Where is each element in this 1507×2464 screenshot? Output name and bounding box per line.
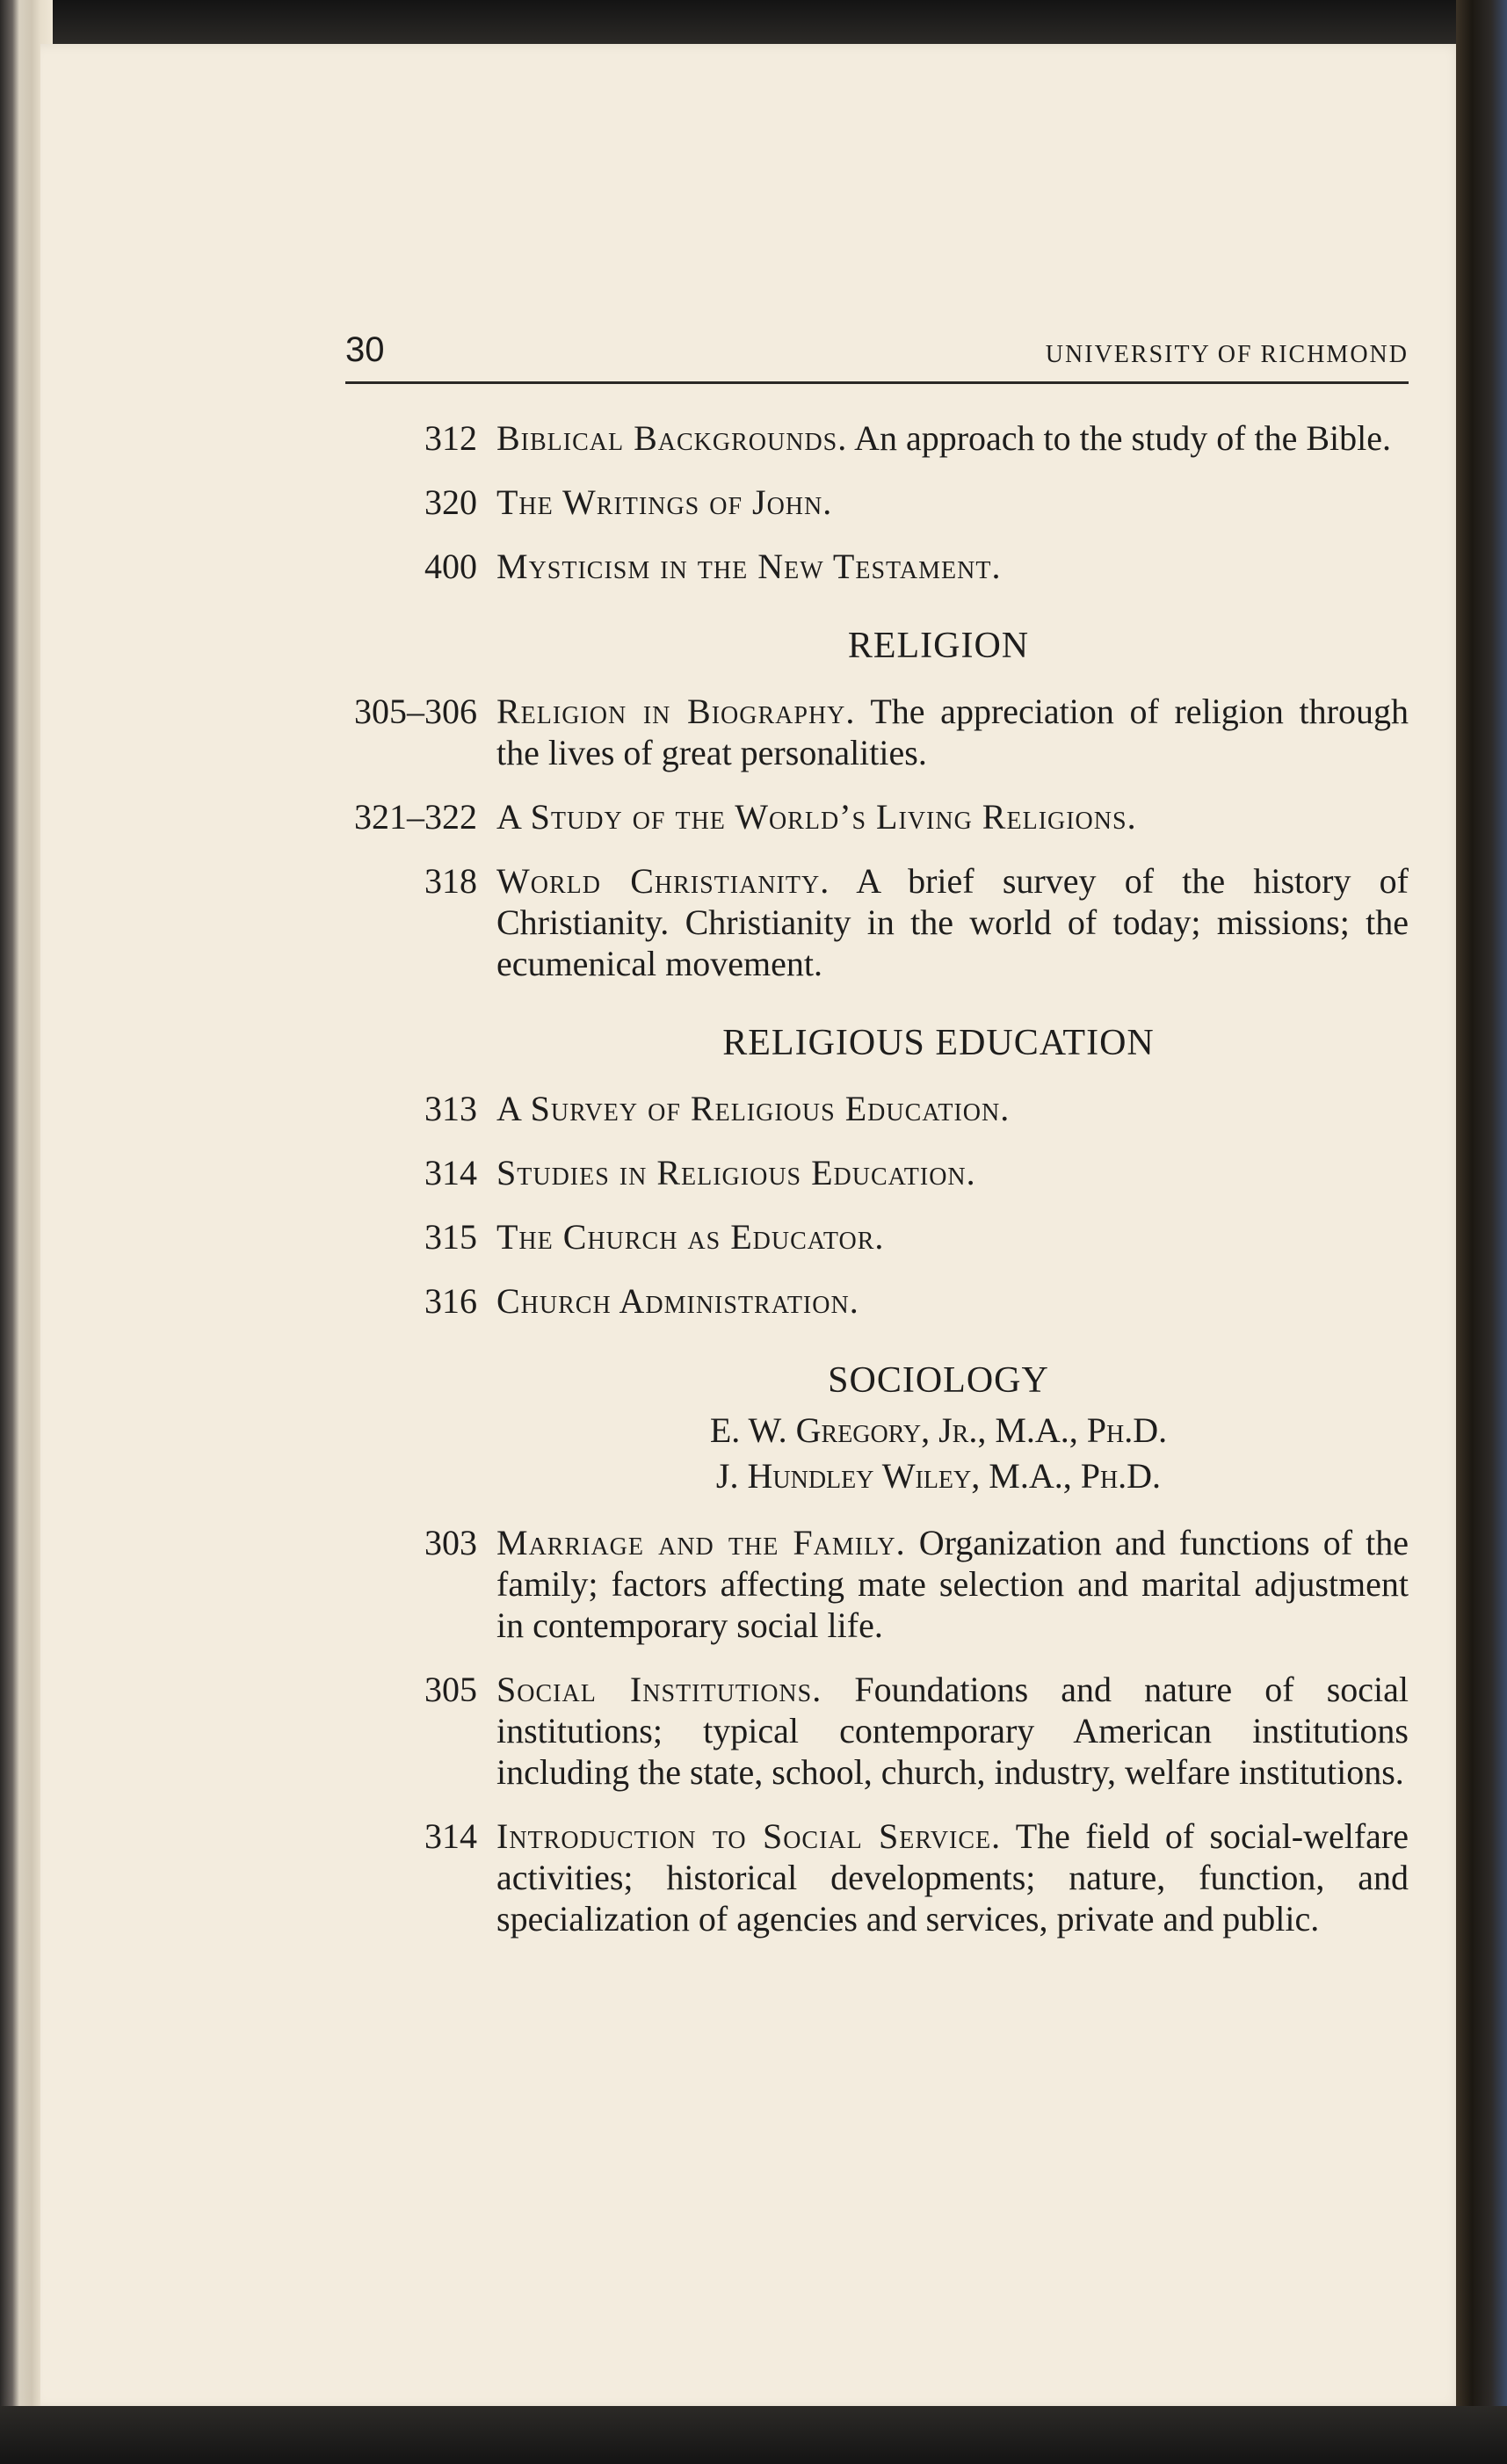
course-number: 321–322 [354,797,477,837]
course-number: 305 [424,1670,477,1709]
course-description: The field of social-welfare activities; historical developments; nature, function, and specialization of agencies and services, private and public. [496,1816,1409,1939]
course-entry [345,546,1409,587]
course-title: A Survey of Religious Education. [496,1089,1011,1128]
course-number: 313 [424,1089,477,1128]
book-binding-right [1456,0,1507,2464]
course-text [496,1152,1409,1193]
course-number: 316 [424,1281,477,1321]
course-title: Introduction to Social Service. [496,1816,1002,1856]
page-number: 30 [345,330,385,369]
course-number: 318 [424,861,477,901]
course-entry [345,1522,1409,1646]
faculty-name: J. Hundley Wiley, M.A., Ph.D. [715,1456,1162,1496]
course-title: Biblical Backgrounds. [496,418,848,458]
course-number: 303 [424,1523,477,1562]
course-title: Social Institutions. [496,1670,822,1709]
scan-bottom-border [0,2406,1507,2464]
course-text [496,860,1409,984]
course-text [496,417,1409,459]
course-description: An approach to the study of the Bible. [854,418,1392,458]
course-text [496,1088,1409,1129]
course-text [496,796,1409,837]
section-heading-religious-education: RELIGIOUS EDUCATION [722,1023,1155,1063]
course-text [496,1815,1409,1939]
section-heading-religion: RELIGION [847,626,1030,666]
scan-top-border [0,0,1507,46]
course-title: Marriage and the Family. [496,1523,906,1562]
course-entry [345,1815,1409,1939]
course-entry [345,691,1409,773]
course-title: Religion in Biography. [496,692,856,731]
course-text [496,546,1409,587]
running-title: UNIVERSITY OF RICHMOND [1045,341,1409,368]
course-text [496,1522,1409,1646]
course-title: Studies in Religious Education. [496,1153,976,1192]
course-description: A brief survey of the history of Christianity. Christianity in the world of today; missions; the ecumenical movement. [496,861,1409,983]
course-number: 314 [424,1816,477,1856]
course-text [496,482,1409,523]
course-text [496,691,1409,773]
course-title: World Christianity. [496,861,830,901]
course-description: The appreciation of religion through the lives of great personalities. [496,692,1409,772]
course-title: The Church as Educator. [496,1217,885,1257]
course-entry [345,1669,1409,1793]
course-entry [345,1216,1409,1257]
course-description: Organization and functions of the family; factors affecting mate selection and marital adjustment in contemporary social life. [496,1523,1409,1645]
course-number: 312 [424,418,477,458]
course-entry [345,1152,1409,1193]
course-number: 314 [424,1153,477,1192]
course-number: 320 [424,482,477,522]
course-text [496,1669,1409,1793]
section-heading-sociology: SOCIOLOGY [828,1360,1049,1401]
course-number: 315 [424,1217,477,1257]
course-text [496,1280,1409,1322]
course-entry [345,482,1409,523]
course-entry [345,417,1409,459]
page-content [345,332,1409,1939]
faculty-name: E. W. Gregory, Jr., M.A., Ph.D. [709,1410,1168,1450]
course-title: Church Administration. [496,1281,859,1321]
course-entry [345,1280,1409,1322]
course-entry [345,796,1409,837]
course-number: 305–306 [354,692,477,731]
course-title: Mysticism in the New Testament. [496,547,1002,586]
course-title: A Study of the World’s Living Religions. [496,797,1137,837]
course-description: Foundations and nature of social institutions; typical contemporary American institutions including the state, school, church, industry, welfare institutions. [496,1670,1409,1792]
course-number: 400 [424,547,477,586]
running-head [345,332,1409,384]
course-entry [345,860,1409,984]
course-text [496,1216,1409,1257]
course-title: The Writings of John. [496,482,833,522]
course-entry [345,1088,1409,1129]
